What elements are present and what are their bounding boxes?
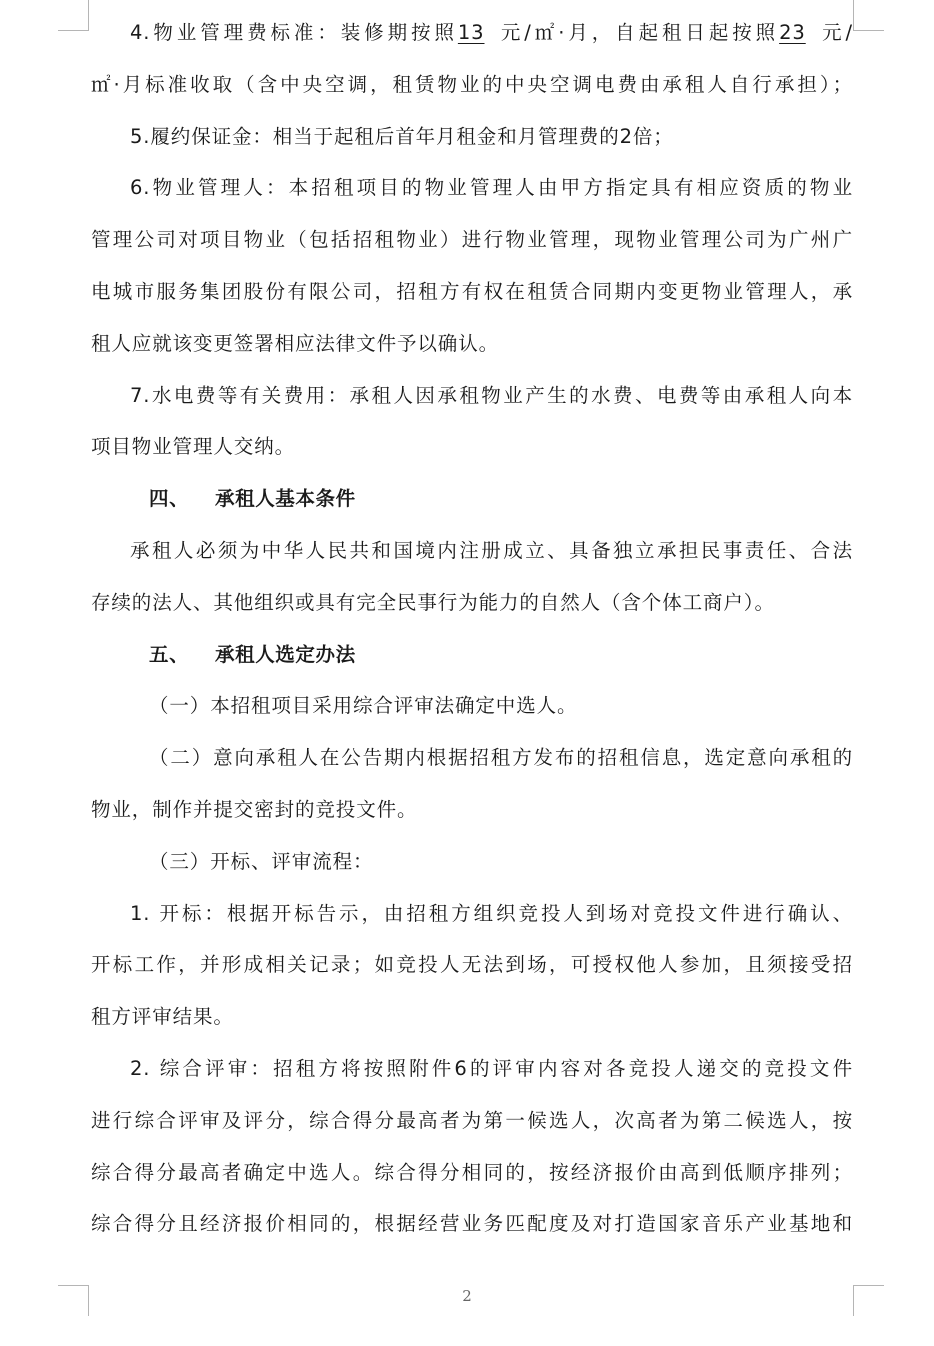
paragraph-line: （一）本招租项目采用综合评审法确定中选人。 (149, 694, 578, 718)
paragraph-line: 综合得分且经济报价相同的，根据经营业务匹配度及对打造国家音乐产业基地和 (91, 1212, 853, 1236)
paragraph-line: （二）意向承租人在公告期内根据招租方发布的招租信息，选定意向承租的 (149, 746, 853, 770)
page-corner-mark-top-right (853, 0, 884, 31)
section-title: 承租人选定办法 (215, 642, 356, 666)
paragraph-line: 1. 开标：根据开标告示，由招租方组织竞投人到场对竞投文件进行确认、 (130, 901, 853, 925)
paragraph-line: 项目物业管理人交纳。 (91, 435, 296, 459)
text-segment: 元/ (819, 21, 854, 44)
page-corner-mark-top-left (58, 0, 89, 31)
paragraph-line: 5.履约保证金：相当于起租后首年月租金和月管理费的2倍； (130, 124, 674, 148)
section-heading (91, 478, 853, 530)
paragraph-line: 物业，制作并提交密封的竞投文件。 (91, 797, 418, 821)
paragraph-line: 6.物业管理人：本招租项目的物业管理人由甲方指定具有相应资质的物业 (130, 176, 853, 200)
section-number: 四、 (149, 487, 190, 511)
section-number: 五、 (149, 642, 190, 666)
paragraph-line: 租方评审结果。 (91, 1005, 234, 1029)
paragraph-line: 进行综合评审及评分，综合得分最高者为第一候选人，次高者为第二候选人，按 (91, 1108, 853, 1132)
paragraph-line: 综合得分最高者确定中选人。综合得分相同的，按经济报价由高到低顺序排列； (91, 1160, 853, 1184)
paragraph-line: （三）开标、评审流程： (149, 849, 374, 873)
paragraph-line: 管理公司对项目物业（包括招租物业）进行物业管理，现物业管理公司为广州广 (91, 228, 853, 252)
page-number: 2 (462, 1287, 472, 1305)
section-heading (91, 634, 853, 686)
paragraph-line: 2. 综合评审：招租方将按照附件6的评审内容对各竞投人递交的竞投文件 (130, 1056, 853, 1080)
text-segment: 元/㎡·月，自起租日起按照 (497, 21, 780, 44)
document-body (91, 12, 853, 1255)
paragraph-line: 承租人必须为中华人民共和国境内注册成立、具备独立承担民事责任、合法 (130, 538, 853, 562)
paragraph-line: 开标工作，并形成相关记录；如竞投人无法到场，可授权他人参加，且须接受招 (91, 953, 853, 977)
fee-decoration-value: 13 (457, 21, 485, 44)
fee-standard-value: 23 (779, 21, 806, 44)
paragraph-line: 电城市服务集团股份有限公司，招租方有权在租赁合同期内变更物业管理人，承 (91, 279, 853, 303)
paragraph-line: 租人应就该变更签署相应法律文件予以确认。 (91, 331, 500, 355)
paragraph-line: 7.水电费等有关费用：承租人因承租物业产生的水费、电费等由承租人向本 (130, 383, 853, 407)
paragraph-line: 存续的法人、其他组织或具有完全民事行为能力的自然人（含个体工商户）。 (91, 590, 775, 614)
section-title: 承租人基本条件 (215, 487, 356, 511)
paragraph-line (91, 12, 853, 64)
text-segment: 4.物业管理费标准：装修期按照 (130, 21, 458, 44)
paragraph-line: ㎡·月标准收取（含中央空调，租赁物业的中央空调电费由承租人自行承担）； (91, 72, 853, 96)
